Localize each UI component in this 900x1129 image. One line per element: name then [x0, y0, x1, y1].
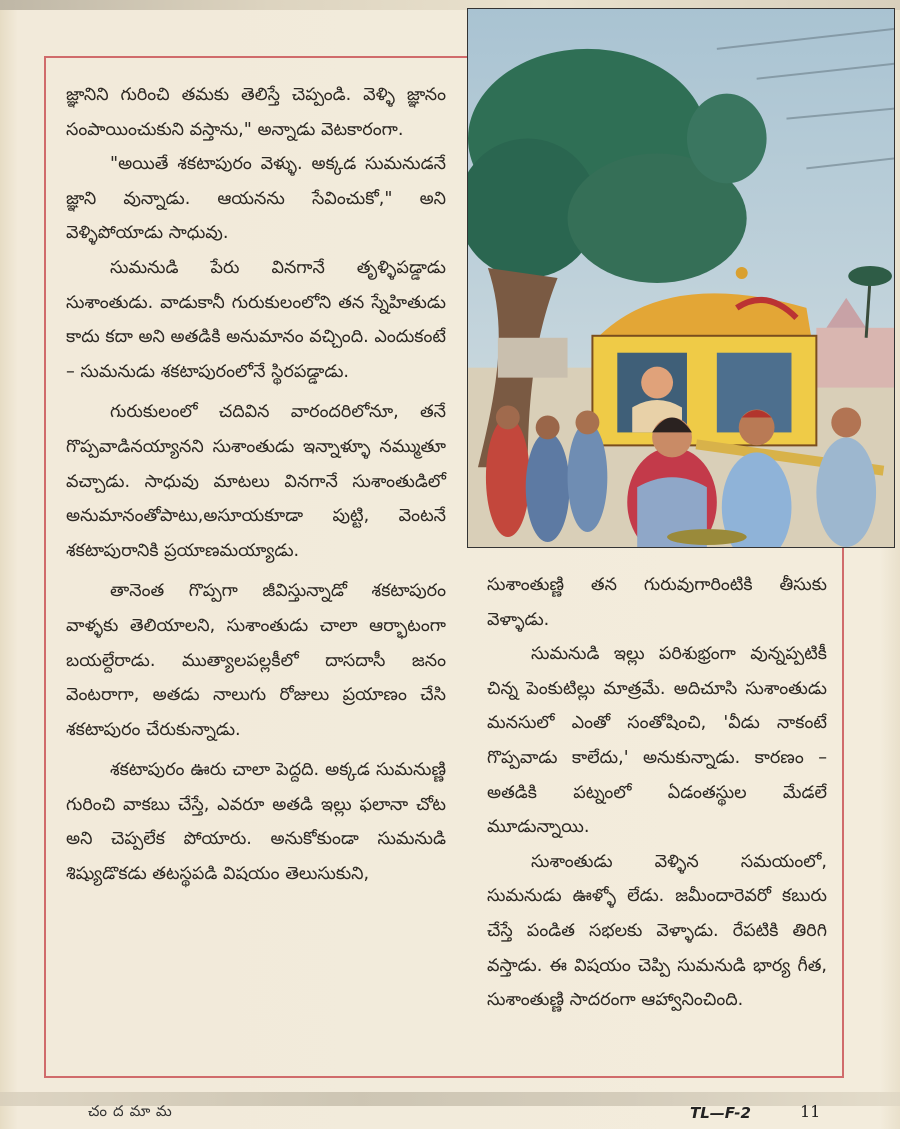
palanquin-procession-picture	[468, 9, 894, 547]
right-text-column	[487, 568, 827, 1018]
paragraph: జ్ఞానిని గురించి తమకు తెలిస్తే చెప్పండి. వెళ్ళి జ్ఞానం సంపాయించుకుని వస్తాను," అన్నాడు వెటకారంగా.	[66, 85, 446, 140]
page-number: 11	[800, 1102, 821, 1121]
paragraph: సుమనుడి పేరు వినగానే తృళ్ళిపడ్డాడు సుశాంతుడు. వాడుకానీ గురుకులంలోని తన స్నేహితుడు కాదు కదా అని అతడికి అనుమానం వచ్చింది. ఎందుకంటే – సుమనుడు శకటాపురంలోనే స్థిరపడ్డాడు.	[66, 257, 446, 382]
story-illustration	[467, 8, 895, 548]
paragraph: సుమనుడి ఇల్లు పరిశుభ్రంగా వున్నప్పటికీ చిన్న పెంకుటిల్లు మాత్రమే. అదిచూసి సుశాంతుడు మనసులో ఎంతో సంతోషించి, 'వీడు నాకంటే గొప్పవాడు కాలేదు,' అనుకున్నాడు. కారణం – అతడికి పట్నంలో ఏడంతస్థుల మేడలే మూడున్నాయి.	[487, 644, 827, 838]
print-code: TL—F-2	[690, 1104, 751, 1122]
paragraph: శకటాపురం ఊరు చాలా పెద్దది. అక్కడ సుమనుణ్ణి గురించి వాకబు చేస్తే, ఎవరూ అతడి ఇల్లు ఫలానా చోట అని చెప్పలేక పోయారు. అనుకోకుండా సుమనుడి శిష్యుడొకడు తటస్థపడి విషయం తెలుసుకుని,	[66, 760, 446, 885]
page-footer	[0, 1092, 900, 1129]
paragraph: తానెంత గొప్పగా జీవిస్తున్నాడో శకటాపురం వాళ్ళకు తెలియాలని, సుశాంతుడు చాలా ఆర్భాటంగా బయల్దేరాడు. ముత్యాలపల్లకీలో దాసదాసీ జనం వెంటరాగా, అతడు నాలుగు రోజులు ప్రయాణం చేసి శకటాపురం చేరుకున్నాడు.	[66, 581, 446, 740]
paragraph: సుశాంతుణ్ణి తన గురువుగారింటికి తీసుకు వెళ్ళాడు.	[487, 575, 827, 630]
magazine-name: చందమామ	[88, 1102, 178, 1120]
paragraph: గురుకులంలో చదివిన వారందరిలోనూ, తనే గొప్పవాడినయ్యానని సుశాంతుడు ఇన్నాళ్ళూ నమ్ముతూ వచ్చాడు. సాధువు మాటలు వినగానే సుశాంతుడిలో అనుమానంతోపాటు,అసూయకూడా పుట్టి, వెంటనే శకటాపురానికి ప్రయాణమయ్యాడు.	[66, 402, 446, 561]
left-text-column	[66, 78, 446, 892]
paragraph: "అయితే శకటాపురం వెళ్ళు. అక్కడ సుమనుడనే జ్ఞాని వున్నాడు. ఆయనను సేవించుకో," అని వెళ్ళిపోయాడు సాధువు.	[66, 154, 446, 244]
paragraph: సుశాంతుడు వెళ్ళిన సమయంలో, సుమనుడు ఊళ్ళో లేడు. జమీందారెవరో కబురు చేస్తే పండిత సభలకు వెళ్ళాడు. రేపటికి తిరిగి వస్తాడు. ఈ విషయం చెప్పి సుమనుడి భార్య గీత, సుశాంతుణ్ణి సాదరంగా ఆహ్వానించింది.	[487, 851, 827, 1011]
